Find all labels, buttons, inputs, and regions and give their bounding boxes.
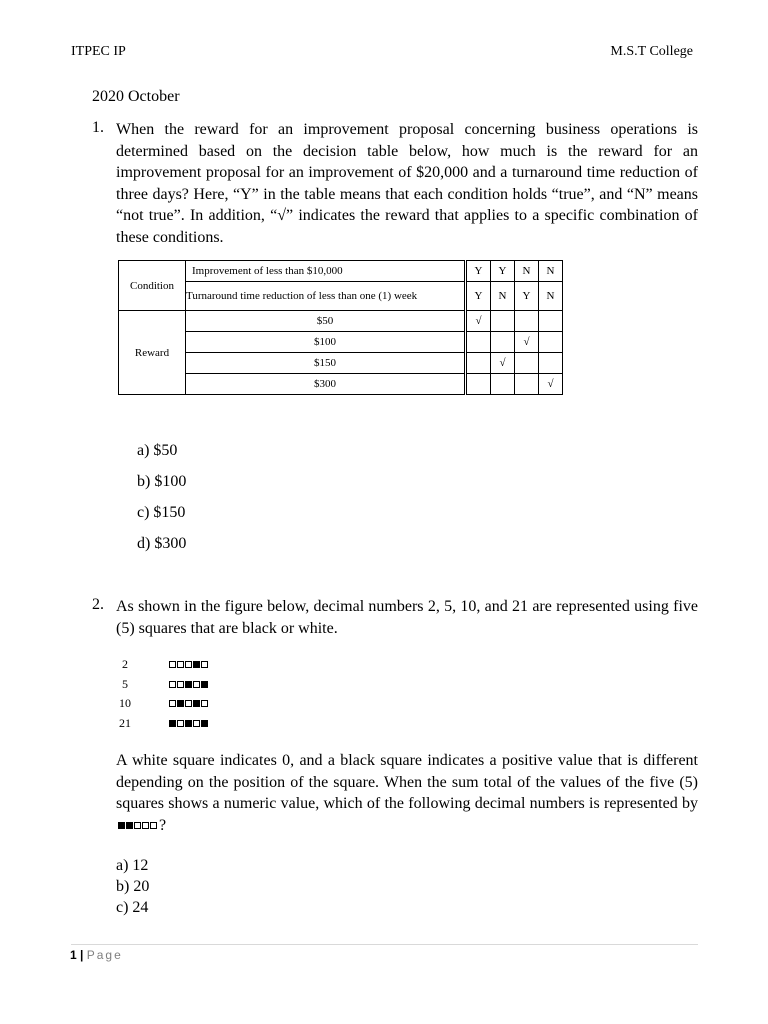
white-square xyxy=(150,822,157,829)
option-b[interactable]: b) $100 xyxy=(137,473,187,490)
white-square xyxy=(193,720,200,727)
reward-cell xyxy=(491,311,515,332)
figure-number: 2 xyxy=(122,657,128,672)
page-number: 1 xyxy=(70,948,77,962)
square-pattern xyxy=(169,681,208,688)
figure-number: 5 xyxy=(122,676,128,691)
option-c[interactable]: c) 24 xyxy=(116,899,149,916)
white-square xyxy=(169,681,176,688)
figure-row xyxy=(108,655,208,675)
reward-cell: √ xyxy=(491,353,515,374)
option-c[interactable]: c) $150 xyxy=(137,504,186,521)
decision-table xyxy=(118,260,563,395)
option-a[interactable]: a) 12 xyxy=(116,857,149,874)
condition-cell: N xyxy=(539,282,563,311)
page-word: Page xyxy=(86,948,123,962)
section-title: 2020 October xyxy=(92,88,180,105)
figure-number: 21 xyxy=(119,715,131,730)
condition-label: Condition xyxy=(119,261,186,311)
footer-divider xyxy=(71,944,698,945)
header-right: M.S.T College xyxy=(610,44,693,59)
white-square xyxy=(177,681,184,688)
binary-square-figure xyxy=(108,655,208,733)
condition-cell: N xyxy=(491,282,515,311)
reward-cell: √ xyxy=(466,311,491,332)
white-square xyxy=(193,681,200,688)
condition-row-1-text: Improvement of less than $10,000 xyxy=(186,261,466,282)
reward-cell xyxy=(466,374,491,395)
reward-cell xyxy=(515,374,539,395)
white-square xyxy=(169,661,176,668)
figure-row xyxy=(108,694,208,714)
black-square xyxy=(118,822,125,829)
white-square xyxy=(169,700,176,707)
reward-cell xyxy=(466,353,491,374)
black-square xyxy=(193,700,200,707)
question-1-text: When the reward for an improvement proposal concerning business operations is determined based on the decision table below, how much is the reward for an improvement proposal for an improvement of $20,000 and a turnaround time reduction of three days? Here, “Y” in the table means that each condition holds “true”, and “N” means “not true”. In addition, “√” indicates the reward that applies to a specific combination of these conditions. xyxy=(116,121,698,246)
footer-separator: | xyxy=(76,948,87,962)
option-d[interactable]: d) $300 xyxy=(137,535,187,552)
question-2-text: As shown in the figure below, decimal numbers 2, 5, 10, and 21 are represented using five (5) squares that are black or white. xyxy=(116,598,698,637)
reward-cell xyxy=(466,332,491,353)
square-pattern xyxy=(169,661,208,668)
black-square xyxy=(169,720,176,727)
reward-cell xyxy=(515,353,539,374)
question-2-number: 2. xyxy=(92,596,104,613)
white-square xyxy=(177,661,184,668)
question-2-options xyxy=(116,856,149,919)
condition-cell: Y xyxy=(466,261,491,282)
reward-cell xyxy=(539,332,563,353)
question-1-options xyxy=(137,441,186,565)
question-1-number: 1. xyxy=(92,119,104,136)
reward-row-text: $100 xyxy=(186,332,466,353)
square-pattern xyxy=(169,720,208,727)
page-footer xyxy=(70,948,123,962)
white-square xyxy=(185,700,192,707)
option-a[interactable]: a) $50 xyxy=(137,442,178,459)
header-left: ITPEC IP xyxy=(71,44,126,59)
reward-cell xyxy=(539,311,563,332)
question-mark: ? xyxy=(159,816,167,834)
figure-row xyxy=(108,675,208,695)
condition-cell: Y xyxy=(515,282,539,311)
reward-cell xyxy=(491,374,515,395)
reward-cell: √ xyxy=(515,332,539,353)
black-square xyxy=(185,681,192,688)
white-square xyxy=(134,822,141,829)
option-b[interactable]: b) 20 xyxy=(116,878,150,895)
reward-row-text: $150 xyxy=(186,353,466,374)
reward-row-text: $50 xyxy=(186,311,466,332)
black-square xyxy=(201,720,208,727)
reward-row-text: $300 xyxy=(186,374,466,395)
white-square xyxy=(185,661,192,668)
question-2-text-2 xyxy=(116,750,698,836)
figure-number: 10 xyxy=(119,696,131,711)
reward-cell xyxy=(515,311,539,332)
figure-row xyxy=(108,714,208,734)
reward-cell: √ xyxy=(539,374,563,395)
query-square-pattern xyxy=(118,822,157,829)
white-square xyxy=(201,661,208,668)
black-square xyxy=(193,661,200,668)
reward-label: Reward xyxy=(119,311,186,395)
condition-row-2-text: Turnaround time reduction of less than one (1) week xyxy=(186,282,466,311)
black-square xyxy=(201,681,208,688)
black-square xyxy=(177,700,184,707)
white-square xyxy=(201,700,208,707)
condition-cell: N xyxy=(515,261,539,282)
question-2-paragraph: A white square indicates 0, and a black square indicates a positive value that is different depending on the position of the square. When the sum total of the values of the five (5) squares shows a numeric value, which of the following decimal numbers is represented by xyxy=(116,752,698,812)
reward-cell xyxy=(491,332,515,353)
black-square xyxy=(126,822,133,829)
reward-cell xyxy=(539,353,563,374)
white-square xyxy=(142,822,149,829)
condition-cell: N xyxy=(539,261,563,282)
square-pattern xyxy=(169,700,208,707)
white-square xyxy=(177,720,184,727)
condition-cell: Y xyxy=(466,282,491,311)
black-square xyxy=(185,720,192,727)
condition-cell: Y xyxy=(491,261,515,282)
